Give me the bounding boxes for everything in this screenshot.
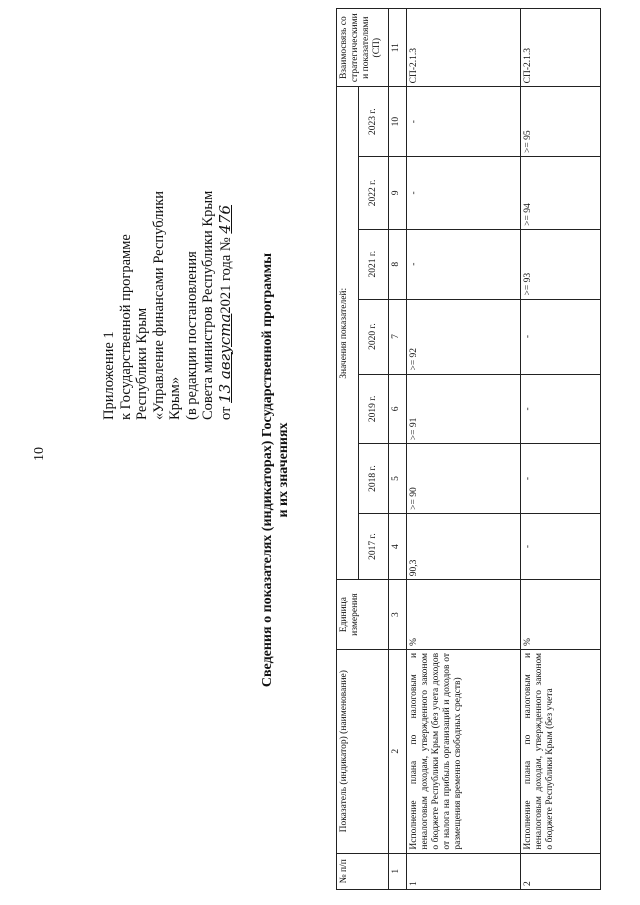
row-value: - — [521, 444, 601, 514]
header-year: 2018 г. — [359, 444, 389, 514]
row-num: 2 — [521, 853, 601, 889]
row-value: - — [407, 87, 521, 157]
appendix-date-line — [217, 20, 235, 420]
col-number: 11 — [389, 9, 407, 87]
appendix-line: Совета министров Республики Крым — [200, 190, 216, 420]
row-value: - — [521, 513, 601, 579]
appendix-line: Приложение 1 — [101, 331, 117, 420]
header-link: Взаимосвязь со стратегическими и показателями (СП) — [337, 9, 389, 87]
appendix-block — [101, 20, 234, 420]
row-link: СП-2.1.3 — [407, 9, 521, 87]
header-year: 2021 г. — [359, 229, 389, 299]
indicators-table — [336, 8, 601, 890]
row-indicator: Исполнение плана по налоговым и неналоговым доходам, утвержденного законом о бюджете Республики Крым (без учета — [521, 649, 601, 853]
col-number: 4 — [389, 513, 407, 579]
appendix-line: Крым» — [167, 376, 183, 420]
row-value: - — [407, 156, 521, 229]
row-value: - — [521, 374, 601, 444]
appendix-line: Республики Крым — [134, 307, 150, 420]
header-values-group: Значения показателей: — [337, 87, 359, 580]
row-unit: % — [407, 580, 521, 650]
row-value: >= 90 — [407, 444, 521, 514]
row-value: - — [407, 229, 521, 299]
col-number: 6 — [389, 374, 407, 444]
date-suffix: 2021 года № — [217, 237, 234, 314]
header-indicator: Показатель (индикатор) (наименование) — [337, 649, 389, 853]
row-indicator: Исполнение плана по налоговым и неналоговым доходам, утвержденного законом о бюджете Республики Крым (без учета доходов от налога на прибыль организаций и доходов от размещения временно свободных средств) — [407, 649, 521, 853]
row-value: >= 93 — [521, 229, 601, 299]
row-value: - — [521, 299, 601, 374]
rotated-page-content — [18, 10, 618, 890]
col-number: 7 — [389, 299, 407, 374]
col-number: 8 — [389, 229, 407, 299]
title-line-1: Сведения о показателях (индикаторах) Государственной программы — [260, 252, 275, 688]
header-year: 2017 г. — [359, 513, 389, 579]
appendix-line: к Государственной программе — [117, 234, 134, 420]
date-prefix: от — [217, 406, 234, 420]
col-number: 9 — [389, 156, 407, 229]
col-number: 1 — [389, 853, 407, 889]
col-number: 3 — [389, 580, 407, 650]
header-unit: Единица измерения — [337, 580, 389, 650]
header-year: 2020 г. — [359, 299, 389, 374]
header-row — [337, 9, 359, 890]
row-num: 1 — [407, 853, 521, 889]
title-line-2: и их значениях — [276, 422, 291, 518]
header-year: 2023 г. — [359, 87, 389, 157]
col-number: 2 — [389, 649, 407, 853]
header-year: 2019 г. — [359, 374, 389, 444]
handwritten-number: 476 — [215, 204, 234, 234]
row-value: >= 95 — [521, 87, 601, 157]
table-row — [521, 9, 601, 890]
column-numbers-row — [389, 9, 407, 890]
document-title — [260, 160, 292, 780]
row-value: >= 91 — [407, 374, 521, 444]
appendix-line: (в редакции постановления — [183, 251, 200, 420]
col-number: 10 — [389, 87, 407, 157]
header-num: № п/п — [337, 853, 389, 889]
row-value: 90,3 — [407, 513, 521, 579]
row-value: >= 92 — [407, 299, 521, 374]
row-link: СП-2.1.3 — [521, 9, 601, 87]
row-unit: % — [521, 580, 601, 650]
col-number: 5 — [389, 444, 407, 514]
row-value: >= 94 — [521, 156, 601, 229]
page-number: 10 — [32, 447, 47, 461]
appendix-line: «Управление финансами Республики — [150, 190, 167, 420]
table-row — [407, 9, 521, 890]
handwritten-date: 13 августа — [215, 313, 234, 403]
header-year: 2022 г. — [359, 156, 389, 229]
